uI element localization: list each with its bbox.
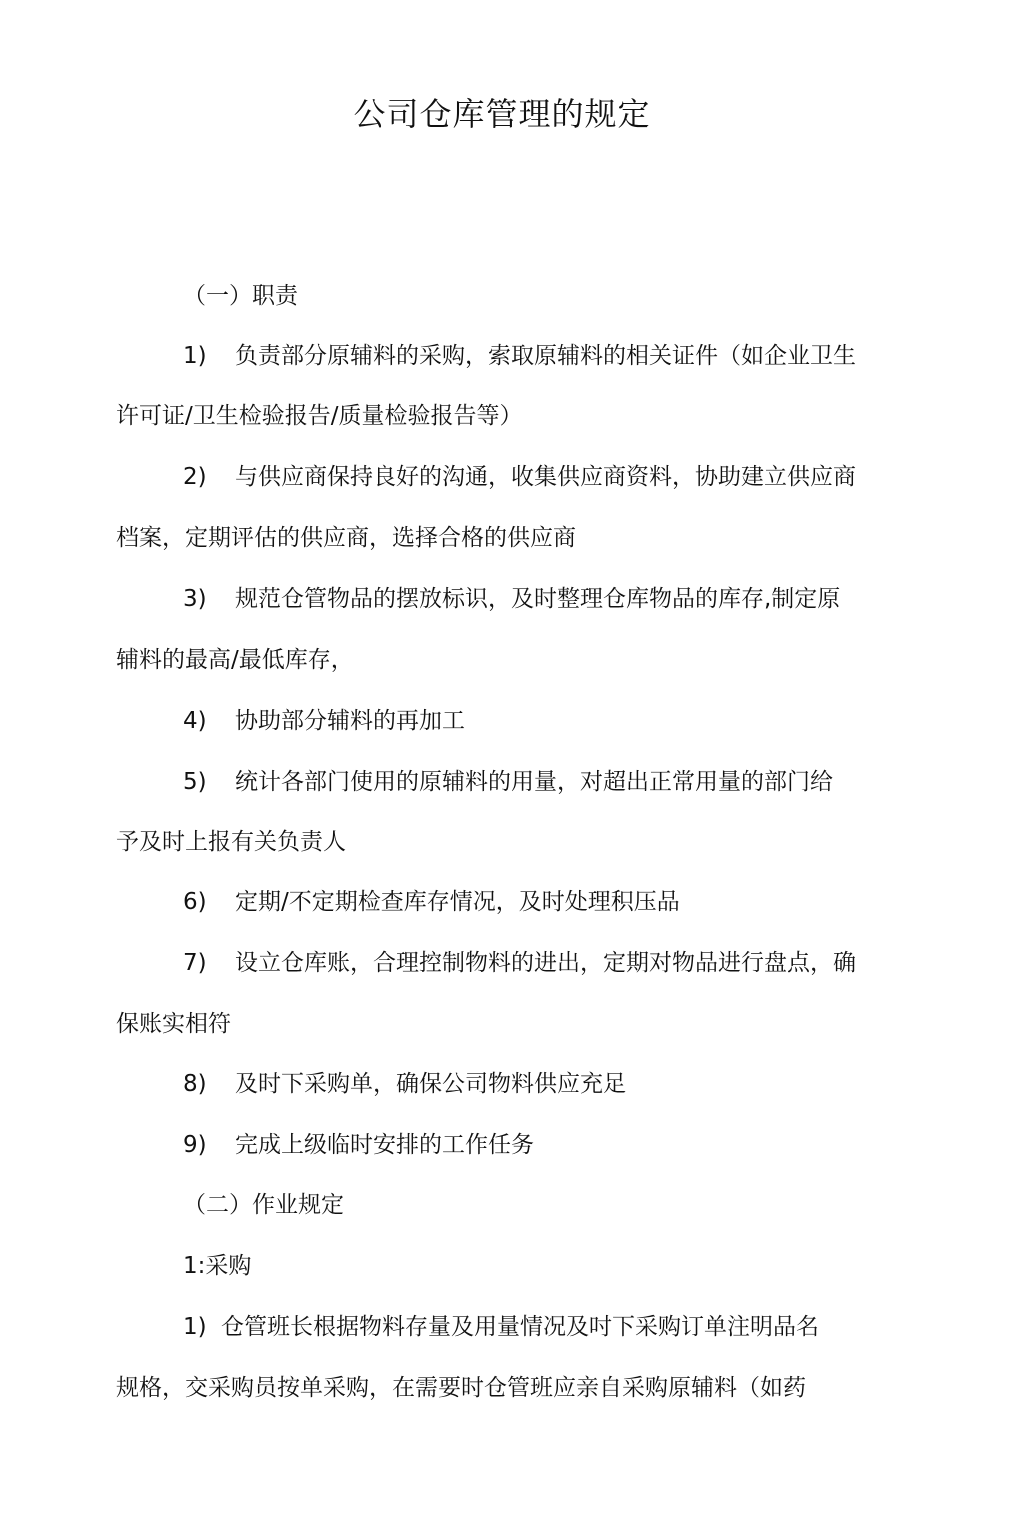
item-text: 规范仓管物品的摆放标识，及时整理仓库物品的库存,制定原	[235, 586, 841, 612]
item-number: 5)	[183, 769, 207, 795]
item-text: 完成上级临时安排的工作任务	[235, 1132, 534, 1158]
duty-item-4	[183, 705, 465, 737]
duty-item-5	[183, 766, 833, 798]
section-heading-operations: （二）作业规定	[183, 1192, 344, 1218]
duty-item-5-continued: 予及时上报有关负责人	[116, 829, 346, 855]
subsection-heading-purchasing: 1:采购	[183, 1253, 252, 1279]
item-text: 设立仓库账，合理控制物料的进出，定期对物品进行盘点，确	[235, 950, 856, 976]
item-text: 定期/不定期检查库存情况，及时处理积压品	[235, 889, 680, 915]
item-text: 统计各部门使用的原辅料的用量，对超出正常用量的部门给	[235, 769, 833, 795]
duty-item-9	[183, 1129, 534, 1161]
duty-item-7	[183, 947, 856, 979]
duty-item-2	[183, 461, 856, 493]
item-text: 协助部分辅料的再加工	[235, 708, 465, 734]
duty-item-3	[183, 583, 840, 615]
procedure-item-1	[183, 1311, 819, 1343]
item-number: 1)	[183, 1314, 207, 1340]
item-number: 9)	[183, 1132, 207, 1158]
item-number: 8)	[183, 1071, 207, 1097]
procedure-item-1-continued: 规格，交采购员按单采购，在需要时仓管班应亲自采购原辅料（如药	[116, 1375, 806, 1401]
item-text: 与供应商保持良好的沟通，收集供应商资料，协助建立供应商	[235, 464, 856, 490]
item-number: 4)	[183, 708, 207, 734]
item-text: 仓管班长根据物料存量及用量情况及吋下采购订单注明品名	[221, 1314, 819, 1340]
duty-item-8	[183, 1068, 626, 1100]
item-number: 6)	[183, 889, 207, 915]
duty-item-2-continued: 档案，定期评估的供应商，选择合格的供应商	[116, 525, 576, 551]
item-number: 1)	[183, 343, 207, 369]
item-text: 负责部分原辅料的采购，索取原辅料的相关证件（如企业卫生	[235, 343, 856, 369]
item-number: 7)	[183, 950, 207, 976]
section-heading-duties: （一）职责	[183, 283, 298, 309]
duty-item-3-continued: 辅料的最高/最低库存，	[116, 647, 354, 673]
item-number: 2)	[183, 464, 207, 490]
duty-item-7-continued: 保账实相符	[116, 1011, 231, 1037]
duty-item-1-continued: 许可证/卫生检验报告/质量检验报告等）	[116, 403, 523, 429]
duty-item-1	[183, 340, 856, 372]
item-text: 及时下采购单，确保公司物料供应充足	[235, 1071, 626, 1097]
document-title: 公司仓库管理的规定	[353, 95, 651, 133]
item-number: 3)	[183, 586, 207, 612]
duty-item-6	[183, 886, 680, 918]
